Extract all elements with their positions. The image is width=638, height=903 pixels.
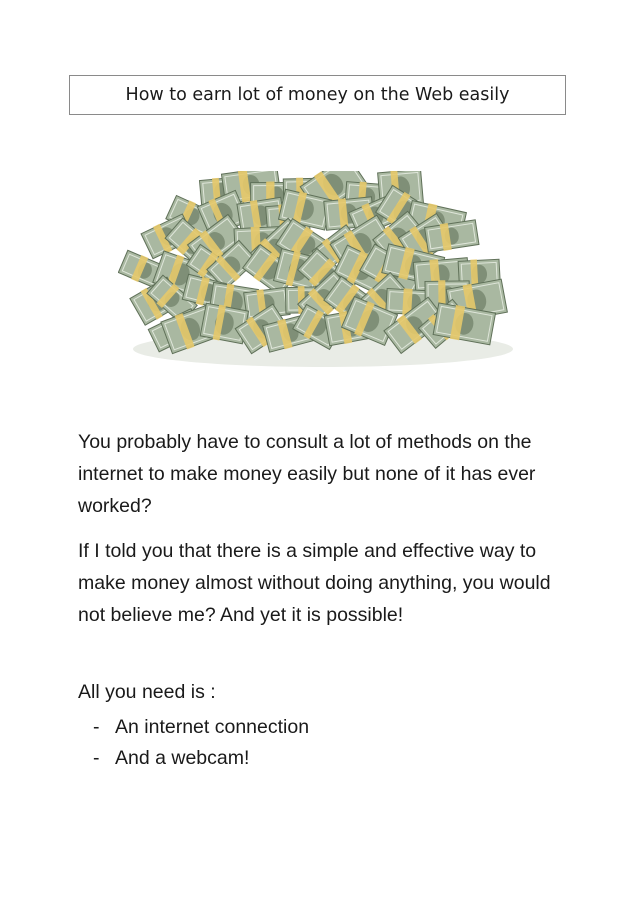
intro-paragraph: You probably have to consult a lot of methods on the internet to make money easily but none of it has ever worked? [78, 431, 536, 517]
list-item-text: And a webcam! [115, 747, 250, 769]
list-item [93, 743, 309, 774]
list-item-text: An internet connection [115, 716, 310, 738]
pile-of-money-image [118, 171, 520, 371]
list-marker: - [93, 747, 100, 769]
money-pile-image [118, 171, 520, 371]
list-item [93, 712, 309, 743]
requirements-list [93, 712, 309, 774]
list-marker: - [93, 716, 100, 738]
requirements-intro: All you need is : [78, 681, 216, 703]
document-title-box [69, 75, 566, 115]
document-title: How to earn lot of money on the Web easily [125, 85, 510, 105]
offer-paragraph: If I told you that there is a simple and effective way to make money almost without doing anything, you would not believe me? And yet it is possible! [78, 540, 551, 626]
